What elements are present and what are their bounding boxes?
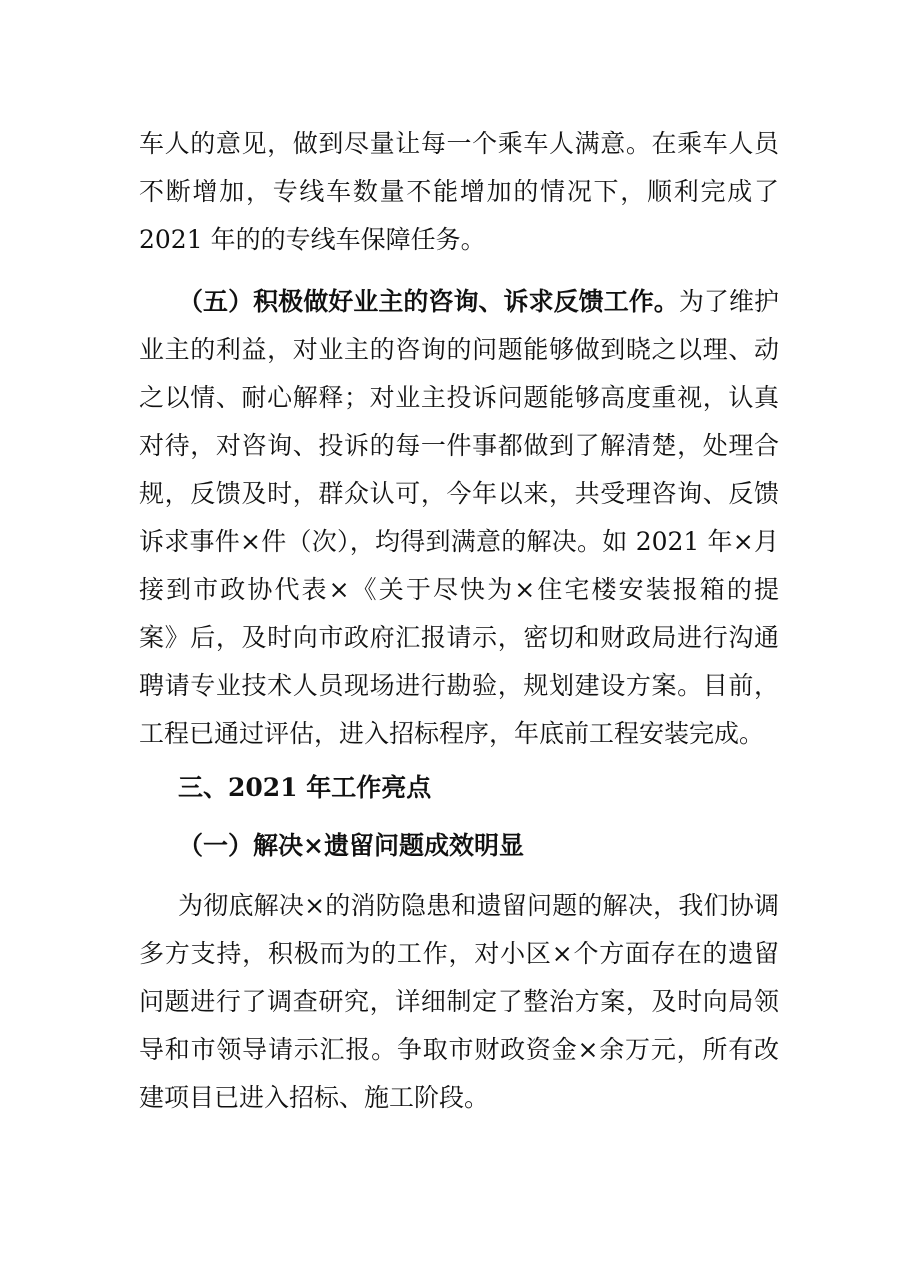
para3-line-1: 为彻底解决×的消防隐患和遗留问题的解决，我们协调 xyxy=(178,891,779,920)
para1-line-2: 不断增加，专线车数量不能增加的情况下，顺利完成了 xyxy=(139,177,779,206)
para2-line-9: 聘请专业技术人员现场进行勘验，规划建设方案。目前， xyxy=(139,671,779,700)
para2-line-6: 诉求事件×件（次），均得到满意的解决。如 2021 年×月 xyxy=(139,527,779,556)
para1-line-1: 车人的意见，做到尽量让每一个乘车人满意。在乘车人员 xyxy=(139,129,779,158)
para3-line-2: 多方支持，积极而为的工作，对小区×个方面存在的遗留 xyxy=(139,939,779,968)
para2-lead-heading: （五）积极做好业主的咨询、诉求反馈工作。 xyxy=(178,287,679,316)
para2-line-8: 案》后，及时向市政府汇报请示，密切和财政局进行沟通 xyxy=(139,623,779,652)
para2-line-5: 规，反馈及时，群众认可，今年以来，共受理咨询、反馈 xyxy=(139,479,779,508)
para1-line-3: 2021 年的的专线车保障任务。 xyxy=(139,225,486,254)
para3-line-5: 建项目已进入招标、施工阶段。 xyxy=(139,1083,490,1112)
para2-lead-text: 为了维护 xyxy=(678,287,779,316)
para2-line-4: 对待，对咨询、投诉的每一件事都做到了解清楚，处理合 xyxy=(139,431,779,460)
para2-line-10: 工程已通过评估，进入招标程序，年底前工程安装完成。 xyxy=(139,719,765,748)
sub1-heading: （一）解决×遗留问题成效明显 xyxy=(178,831,524,860)
para2-line-7: 接到市政协代表×《关于尽快为×住宅楼安装报箱的提 xyxy=(139,575,779,604)
para2-line-3: 之以情、耐心解释；对业主投诉问题能够高度重视，认真 xyxy=(139,383,779,412)
para2-line-1 xyxy=(178,280,779,324)
para2-line-2: 业主的利益，对业主的咨询的问题能够做到晓之以理、动 xyxy=(139,335,779,364)
para3-line-3: 问题进行了调查研究，详细制定了整治方案，及时向局领 xyxy=(139,987,779,1016)
section3-heading: 三、2021 年工作亮点 xyxy=(178,773,432,802)
para3-line-4: 导和市领导请示汇报。争取市财政资金×余万元，所有改 xyxy=(139,1035,779,1064)
